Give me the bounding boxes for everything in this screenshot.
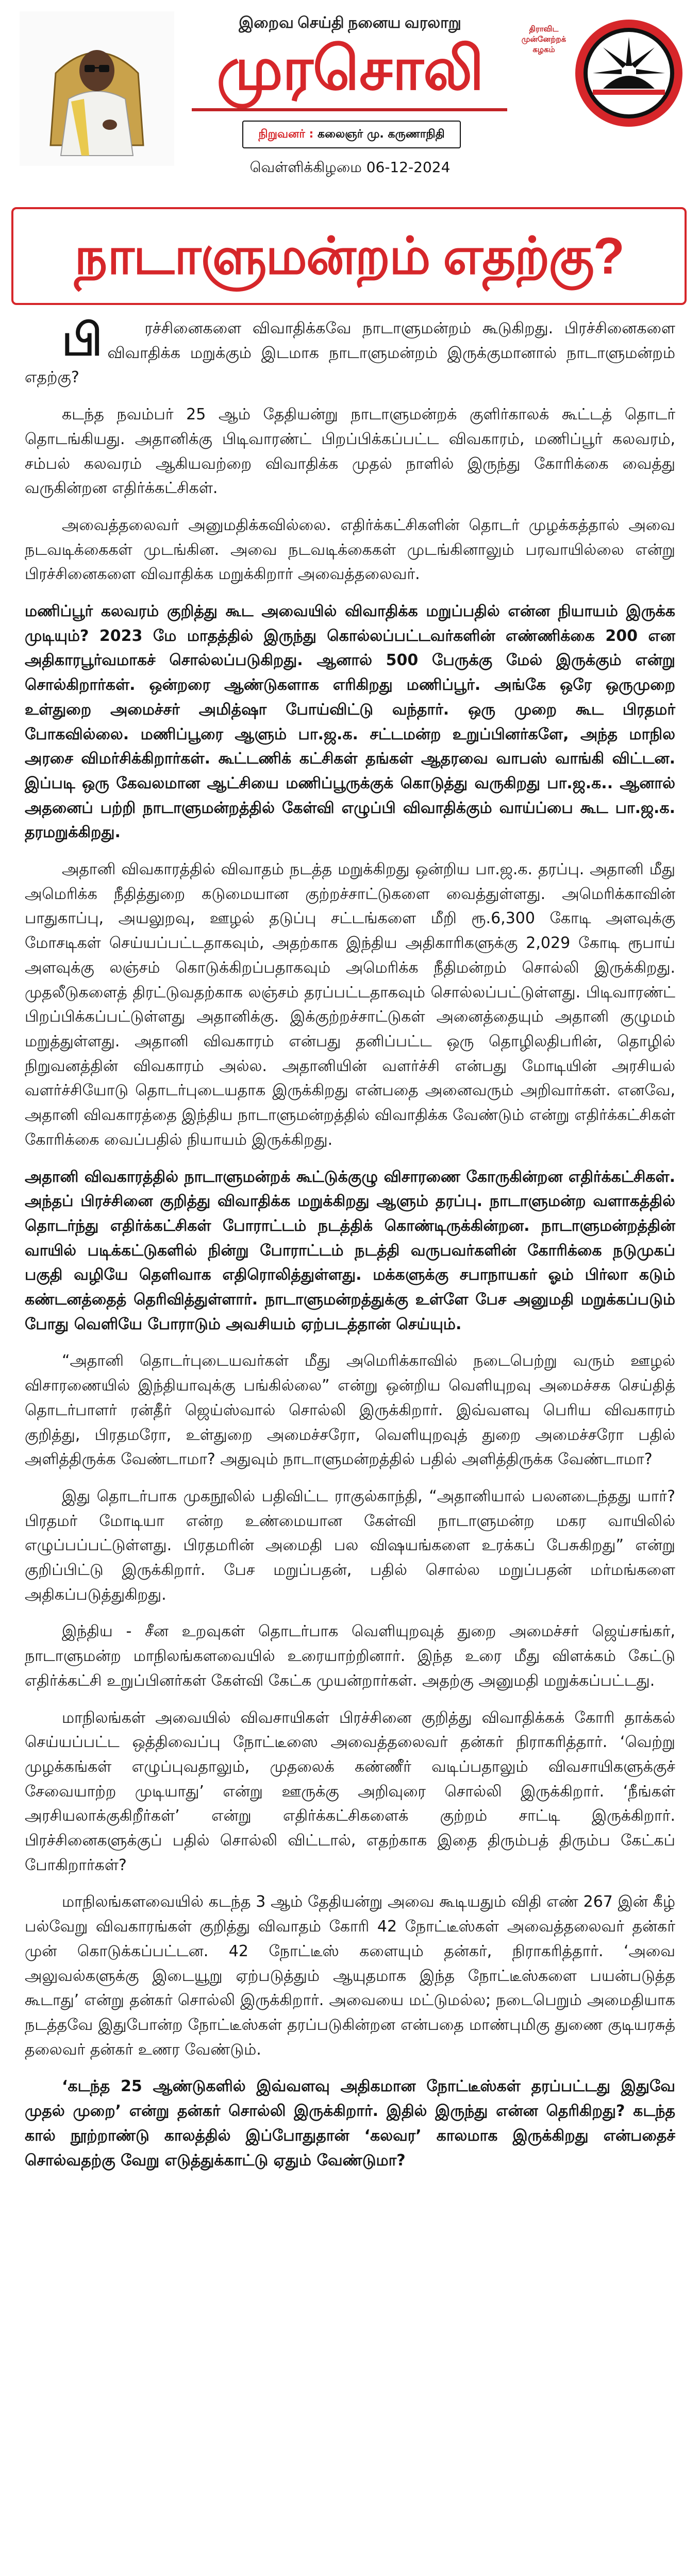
emblem-caption: திராவிட முன்னேற்றக் கழகம்	[521, 24, 566, 54]
article-paragraph: அதானி விவகாரத்தில் விவாதம் நடத்த மறுக்கிறது ஒன்றிய பா.ஜ.க. தரப்பு. அதானி மீது அமெரிக்க நீதித்துறை கடுமையான குற்றச்சாட்டுகளை வைத்துள்ளது. அமெரிக்காவின் பாதுகாப்பு, அயலுறவு, ஊழல் தடுப்பு சட்டங்களை மீறி ரூ.6,300 கோடி அளவுக்கு மோசடிகள் செய்யப்பட்டதாகவும், அதற்காக இந்திய அதிகாரிகளுக்கு 2,029 கோடி ரூபாய் அளவுக்கு லஞ்சம் கொடுக்கிறப்பதாகவும் அமெரிக்க நீதிமன்றம் சொல்லி இருக்கிறது. முதலீடுகளைத் திரட்டுவதற்காக லஞ்சம் தரப்பட்டதாகவும் சொல்லப்பட்டுள்ளது. பிடிவாரண்ட் பிறப்பிக்கப்பட்டுள்ளது அதானிக்கு. இக்குற்றச்சாட்டுகள் அனைத்தையும் அதானி குழுமம் மறுத்துள்ளது. அதானி விவகாரம் என்பது தனிப்பட்ட ஒரு தொழிலதிபரின், தொழில் நிறுவனத்தின் விவகாரம் அல்ல. அதானியின் வளர்ச்சி என்பது மோடியின் அரசியல் வளர்ச்சியோடு தொடர்புடையதாக இருக்கிறது என்பதை அனைவரும் அறிவார்கள். எனவே, அதானி விவகாரத்தை இந்திய நாடாளுமன்றத்தில் விவாதிக்க வேண்டும் என்று எதிர்க்கட்சிகள் கோரிக்கை வைப்பதில் நியாயம் இருக்கிறது.	[25, 860, 675, 1149]
article-paragraph-bold: மணிப்பூர் கலவரம் குறித்து கூட அவையில் விவாதிக்க மறுப்பதில் என்ன நியாயம் இருக்க முடியும்? 2023 மே மாதத்தில் இருந்து கொல்லப்பட்டவர்களின் எண்ணிக்கை 200 என அதிகாரபூர்வமாகச் சொல்லப்படுகிறது. ஆனால் 500 பேருக்கு மேல் இருக்கும் என்று சொல்கிறார்கள். ஒன்றரை ஆண்டுகளாக எரிகிறது மணிப்பூர். அங்கே ஒரே ஒருமுறை உள்துறை அமைச்சர் அமித்ஷா போய்விட்டு வந்தார். ஒரு முறை கூட பிரதமர் போகவில்லை. மணிப்பூரை ஆளும் பா.ஜ.க. சட்டமன்ற உறுப்பினர்களே, அந்த மாநில அரசை விமர்சிக்கிறார்கள். கூட்டணிக் கட்சிகள் தங்கள் ஆதரவை வாபஸ் வாங்கி விட்டன. இப்படி ஒரு கேவலமான ஆட்சியை மணிப்பூருக்குக் கொடுத்து வருகிறது பா.ஜ.க.. ஆனால் அதனைப் பற்றி நாடாளுமன்றத்தில் கேள்வி எழுப்பி விவாதிக்கும் வாய்ப்பை கூட பா.ஜ.க. தரமறுக்கிறது.	[25, 602, 675, 842]
title-rule	[192, 108, 507, 111]
article-paragraph	[25, 316, 675, 390]
masthead-tagline: இறைவ செய்தி நனைய வரலாறு	[239, 14, 461, 31]
issue-date: வெள்ளிக்கிழமை 06-12-2024	[249, 159, 451, 176]
party-emblem-icon	[572, 16, 686, 130]
article-paragraph: இது தொடர்பாக முகநூலில் பதிவிட்ட ராகுல்காந்தி, “அதானியால் பலனடைந்தது யார்? பிரதமர் மோடியா என்ற உண்மையான கேள்வி நாடாளுமன்ற மகர வாயிலில் எழுப்பப்பட்டுள்ளது. பிரதமரின் அமைதி பல விஷயங்களை உரக்கப் பேசுகிறது” என்று குறிப்பிட்டு இருக்கிறார். பேச மறுப்பதன், பதில் சொல்ல மறுப்பதன் மர்மங்களை அதிகப்படுத்துகிறது.	[25, 1487, 675, 1604]
article-paragraph-bold: ‘கடந்த 25 ஆண்டுகளில் இவ்வளவு அதிகமான நோட்டீஸ்கள் தரப்பட்டது இதுவே முதல் முறை’ என்று தன்கர் சொல்லி இருக்கிறார். இதில் இருந்து என்ன தெரிகிறது? கடந்த கால் நூற்றாண்டு காலத்தில் இப்போதுதான் ‘கலவர’ காலமாக இருக்கிறது என்பதைச் சொல்வதற்கு வேறு எடுத்துக்காட்டு ஏதும் வேண்டுமா?	[25, 2077, 675, 2170]
masthead	[0, 0, 700, 185]
article-paragraph-bold: அதானி விவகாரத்தில் நாடாளுமன்றக் கூட்டுக்குழு விசாரணை கோருகின்றன எதிர்க்கட்சிகள். அந்தப் பிரச்சினை குறித்து விவாதிக்க மறுக்கிறது ஆளும் தரப்பு. நாடாளுமன்ற வளாகத்தில் தொடர்ந்து எதிர்க்கட்சிகள் போராட்டம் நடத்திக் கொண்டிருக்கின்றன. நாடாளுமன்றத்தின் வாயில் படிக்கட்டுகளில் நின்று போராட்டம் நடத்தி வருபவர்களின் கோரிக்கை நடுமுகப் பகுதி வழியே தெளிவாக எதிரொலித்துள்ளது. மக்களுக்கு சபாநாயகர் ஓம் பிர்லா கடும் கண்டனத்தைத் தெரிவித்துள்ளார். நாடாளுமன்றத்துக்கு உள்ளே பேச அனுமதி மறுக்கப்படும் போது வெளியே போராடும் அவசியம் ஏற்படத்தான் செய்யும்.	[25, 1167, 675, 1333]
article-paragraph: அவைத்தலைவர் அனுமதிக்கவில்லை. எதிர்க்கட்சிகளின் தொடர் முழக்கத்தால் அவை நடவடிக்கைகள் முடங்கின. அவை நடவடிக்கைகள் முடங்கினாலும் பரவாயில்லை என்று பிரச்சினைகளை விவாதிக்க மறுக்கிறார் அவைத்தலைவர்.	[25, 516, 675, 584]
paragraph-text: ரச்சினைகளை விவாதிக்கவே நாடாளுமன்றம் கூடுகிறது. பிரச்சினைகளை விவாதிக்க மறுக்கும் இடமாக நாடாளுமன்றம் இருக்குமானால் நாடாளுமன்றம் எதற்கு?	[25, 319, 675, 387]
founder-portrait	[20, 11, 174, 166]
editorial-article	[25, 316, 675, 2185]
newspaper-title: முரசொலி	[216, 35, 484, 102]
founder-label: நிறுவனர் :	[258, 128, 314, 141]
article-paragraph: “அதானி தொடர்புடையவர்கள் மீது அமெரிக்காவில் நடைபெற்று வரும் ஊழல் விசாரணையில் இந்தியாவுக்கு பங்கில்லை” என்று ஒன்றிய வெளியுறவு அமைச்சக செய்தித் தொடர்பாளர் ரன்தீர் ஜெய்ஸ்வால் சொல்லி இருக்கிறார். இவ்வளவு பெரிய விவகாரம் குறித்து, பிரதமரோ, உள்துறை அமைச்சரோ, வெளியுறவுத் துறை அமைச்சரோ பதில் அளித்திருக்க வேண்டாமா? அதுவும் நாடாளுமன்றத்தில் பதில் அளித்திருக்க வேண்டாமா?	[25, 1352, 675, 1469]
article-paragraph: மாநிலங்கள் அவையில் விவசாயிகள் பிரச்சினை குறித்து விவாதிக்கக் கோரி தாக்கல் செய்யப்பட்ட ஒத்திவைப்பு நோட்டீஸை அவைத்தலைவர் தன்கர் நிராகரித்தார். ‘வெற்று முழக்கங்கள் எழுப்புவதாலும், முதலைக் கண்ணீர் வடிப்பதாலும் விவசாயிகளுக்குச் சேவையாற்ற முடியாது’ என்று ஊருக்கு அறிவுரை சொல்லி இருக்கிறார். ‘நீங்கள் அரசியலாக்குகிறீர்கள்’ என்று எதிர்க்கட்சிகளைக் குற்றம் சாட்டி இருக்கிறார். பிரச்சினைகளுக்குப் பதில் சொல்லி விட்டால், எதற்காக இதை திரும்பத் திரும்ப கேட்கப் போகிறார்கள்?	[25, 1708, 675, 1874]
article-paragraph: கடந்த நவம்பர் 25 ஆம் தேதியன்று நாடாளுமன்றக் குளிர்காலக் கூட்டத் தொடர் தொடங்கியது. அதானிக்கு பிடிவாரண்ட் பிறப்பிக்கப்பட்ட விவகாரம், மணிப்பூர் கலவரம், சம்பல் கலவரம் ஆகியவற்றை விவாதிக்க முதல் நாளில் இருந்து கோரிக்கை வைத்து வருகின்றன எதிர்க்கட்சிகள்.	[25, 405, 675, 498]
drop-cap: பி	[62, 314, 103, 366]
editorial-headline: நாடாளுமன்றம் எதற்கு?	[11, 207, 687, 305]
article-paragraph: இந்திய - சீன உறவுகள் தொடர்பாக வெளியுறவுத் துறை அமைச்சர் ஜெய்சங்கர், நாடாளுமன்ற மாநிலங்களவையில் உரையாற்றினார். இந்த உரை மீது விளக்கம் கேட்டு எதிர்க்கட்சி உறுப்பினர்கள் கேள்வி கேட்க முயன்றார்கள். அதற்கு அனுமதி மறுக்கப்பட்டது.	[25, 1622, 675, 1690]
article-paragraph: மாநிலங்களவையில் கடந்த 3 ஆம் தேதியன்று அவை கூடியதும் விதி எண் 267 இன் கீழ் பல்வேறு விவகாரங்கள் குறித்து விவாதம் கோரி 42 நோட்டீஸ்கள் அவைத்தலைவர் தன்கர் முன் கொடுக்கப்பட்டன. 42 நோட்டீஸ் களையும் தன்கர், நிராகரித்தார். ‘அவை அலுவல்களுக்கு இடையூறு ஏற்படுத்தும் ஆயுதமாக இந்த நோட்டீஸ்களை பயன்படுத்த கூடாது’ என்று தன்கர் சொல்லி இருக்கிறார். அவையை மட்டுமல்ல; நடைபெறும் அமைதியாக நடத்தவே இதுபோன்ற நோட்டீஸ்கள் தரப்படுகின்றன என்பதை மாண்புமிகு துணை குடியரசுத் தலைவர் தன்கர் உணர வேண்டும்.	[25, 1893, 675, 2059]
founder-name: கலைஞர் மு. கருணாநிதி	[318, 128, 445, 141]
founder-box	[242, 121, 461, 148]
